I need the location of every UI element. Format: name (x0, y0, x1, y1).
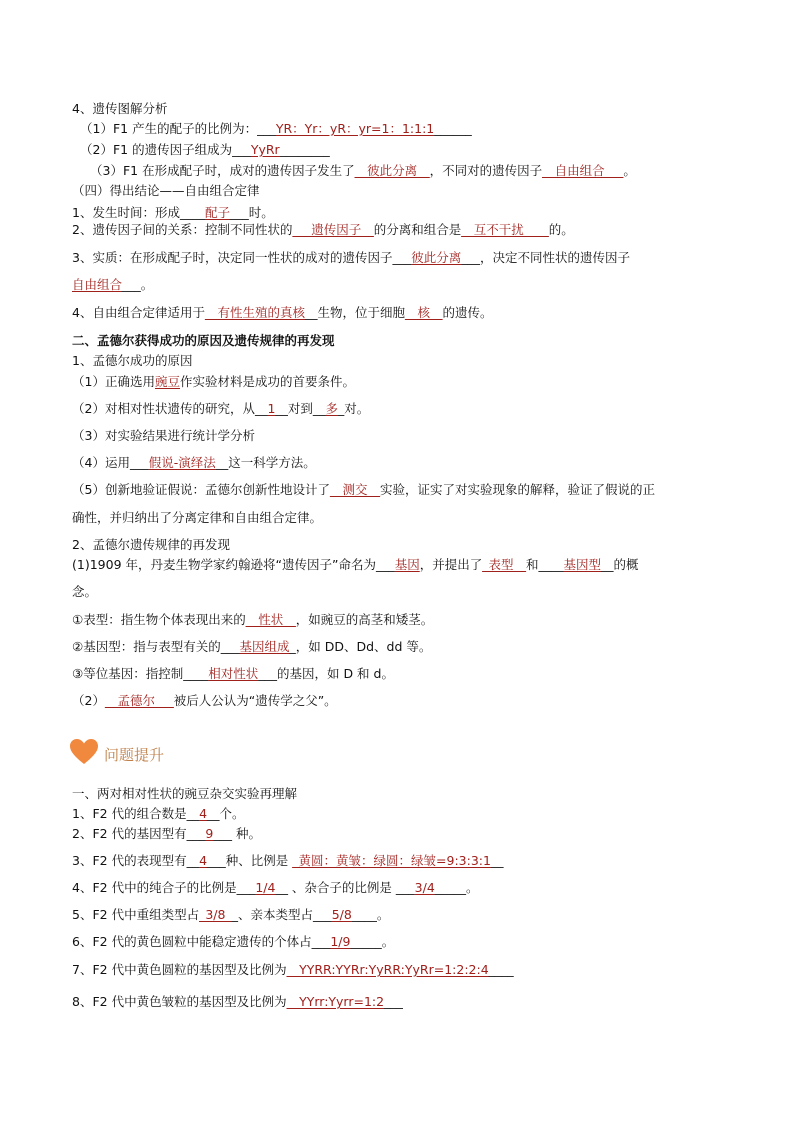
answer-text: 9 (205, 826, 214, 841)
answer-text: ___遗传因子__ (292, 222, 374, 237)
answer-text: 相对性状 (208, 666, 259, 681)
static-text: _，如 DD、Dd、dd 等。 (289, 639, 432, 654)
static-text: 3、F2 代的表现型有__ (72, 853, 200, 868)
text-line (72, 401, 369, 417)
text-line (80, 121, 472, 137)
static-text: ___时。 (229, 205, 274, 220)
static-text: __ 、杂合子的比例是 ___ (275, 880, 415, 895)
static-text: （2）F1 的遗传因子组成为___ (80, 142, 251, 157)
static-text: ___ (384, 994, 403, 1009)
answer-text: _表型__ (482, 557, 526, 572)
answer-text: 豌豆 (154, 374, 180, 389)
static-text: 念。 (72, 584, 98, 599)
static-text: 被后人公认为“遗传学之父”。 (173, 693, 337, 708)
answer-text: 5/8 (331, 907, 352, 922)
text-line (72, 962, 514, 978)
static-text: （1）正确选用 (72, 374, 155, 389)
static-text: ，不同对的遗传因子 (429, 163, 543, 178)
static-text: _对。 (337, 401, 370, 416)
answer-text: 自由组合 (72, 277, 123, 292)
static-text: ____。 (351, 907, 390, 922)
static-text: ，并提出了 (419, 557, 483, 572)
answer-text: __性状__ (245, 612, 296, 627)
text-line (72, 455, 316, 471)
static-text: 作实验材料是成功的首要条件。 (179, 374, 355, 389)
static-text: 1、孟德尔成功的原因 (72, 353, 193, 368)
static-text: 二、孟德尔获得成功的原因及遗传规律的再发现 (72, 333, 335, 348)
static-text: ___种、比例是 (207, 853, 293, 868)
static-text: 1、F2 代的组合数是__ (72, 806, 200, 821)
answer-text: __有性生殖的真核 (204, 305, 305, 320)
heart-icon (70, 739, 98, 765)
static-text: 4、遗传图解分析 (72, 101, 168, 116)
answer-text: __互不干扰____ (461, 222, 549, 237)
answer-text: __YYRR:YYRr:YyRR:YyRr=1:2:2:4 (286, 962, 489, 977)
text-line (72, 250, 630, 266)
answer-text: __核__ (405, 305, 443, 320)
static-text: 实验，证实了对实验现象的解释，验证了假说的正 (379, 482, 655, 497)
static-text: __个。 (207, 806, 245, 821)
answer-text: 3/4 (414, 880, 435, 895)
answer-text: 基因型 (563, 557, 602, 572)
text-line (72, 934, 394, 950)
static-text: 的遗传。 (442, 305, 493, 320)
static-text: 6、F2 代的黄色圆粒中能稳定遗传的个体占___ (72, 934, 331, 949)
static-text: ____ (488, 962, 514, 977)
answer-text: __YYrr:Yyrr=1:2 (286, 994, 385, 1009)
static-text: (1)1909 年，丹麦生物学家约翰逊将“遗传因子”命名为___ (72, 557, 395, 572)
text-line (72, 557, 639, 573)
static-text: ①表型：指生物个体表现出来的 (72, 612, 246, 627)
answer-text: 多 (325, 401, 338, 416)
answer-text: YR：Yr：yR：yr=1：1:1:1 (275, 121, 435, 136)
text-line (72, 693, 337, 709)
static-text: （2） (72, 693, 105, 708)
answer-text: 1 (267, 401, 276, 416)
text-line (72, 584, 97, 600)
text-line (72, 786, 297, 802)
static-text: ___的基因，如 D 和 d。 (258, 666, 394, 681)
static-text: ，如豌豆的高茎和矮茎。 (295, 612, 434, 627)
static-text: __生物，位于细胞 (304, 305, 405, 320)
static-text: 8、F2 代中黄色皱粒的基因型及比例为 (72, 994, 287, 1009)
answer-text: 4 (199, 853, 208, 868)
static-text: __这一科学方法。 (215, 455, 316, 470)
answer-text: __自由组合___ (542, 163, 624, 178)
static-text: ___ 种。 (213, 826, 262, 841)
static-text: ______ (434, 121, 472, 136)
text-line (72, 183, 260, 199)
static-text: ③等位基因：指控制____ (72, 666, 209, 681)
static-text: ___。 (122, 277, 154, 292)
answer-text: __孟德尔___ (104, 693, 174, 708)
text-line (72, 305, 493, 321)
static-text: （4）运用___ (72, 455, 149, 470)
text-line (72, 994, 403, 1010)
static-text: 3、实质：在形成配子时，决定同一性状的成对的遗传因子___ (72, 250, 412, 265)
text-line (72, 101, 167, 117)
answer-text: __测交__ (329, 482, 380, 497)
static-text: 确性，并归纳出了分离定律和自由组合定律。 (72, 510, 323, 525)
static-text: 1、发生时间：形成____ (72, 205, 205, 220)
static-text: ___，决定不同性状的遗传因子 (461, 250, 630, 265)
static-text: ________ (279, 142, 330, 157)
static-text: __的概 (601, 557, 639, 572)
text-line (90, 163, 636, 179)
text-line (72, 639, 431, 655)
static-text: 一、两对相对性状的豌豆杂交实验再理解 (72, 786, 298, 801)
section-title: 问题提升 (104, 746, 165, 764)
static-text: _____。 (350, 934, 395, 949)
text-line (72, 666, 394, 682)
text-line (72, 374, 355, 390)
answer-text: __彼此分离__ (354, 163, 430, 178)
text-line (72, 537, 230, 553)
text-line (72, 510, 322, 526)
text-line (72, 826, 261, 842)
text-line (72, 353, 192, 369)
static-text: __ (490, 853, 504, 868)
static-text: 的。 (548, 222, 574, 237)
static-text: （1）F1 产生的配子的比例为：___ (80, 121, 276, 136)
answer-text: 4 (199, 806, 208, 821)
answer-text: 彼此分离 (411, 250, 462, 265)
static-text: 7、F2 代中黄色圆粒的基因型及比例为 (72, 962, 287, 977)
answer-text: 基因组成 (239, 639, 290, 654)
static-text: ②基因型：指与表型有关的___ (72, 639, 240, 654)
answer-text: 配子 (204, 205, 230, 220)
answer-text: 假说-演绎法 (148, 455, 216, 470)
static-text: 的分离和组合是 (373, 222, 462, 237)
static-text: 5、F2 代中重组类型占 (72, 907, 200, 922)
answer-text: 1/4 (255, 880, 276, 895)
static-text: （5）创新地验证假说：孟德尔创新性地设计了 (72, 482, 330, 497)
static-text: 4、F2 代中的纯合子的比例是___ (72, 880, 256, 895)
static-text: 2、孟德尔遗传规律的再发现 (72, 537, 230, 552)
text-line (72, 222, 574, 238)
text-line (72, 277, 153, 293)
static-text: 和____ (526, 557, 564, 572)
text-line (72, 333, 335, 349)
text-line (72, 880, 479, 896)
text-line (72, 205, 274, 221)
answer-text: _黄圆：黄皱：绿圆：绿皱=9:3:3:1 (292, 853, 491, 868)
text-line (72, 612, 433, 628)
static-text: 4、自由组合定律适用于 (72, 305, 205, 320)
static-text: 2、F2 代的基因型有___ (72, 826, 206, 841)
text-line (80, 142, 330, 158)
answer-text: _3/8_ (199, 907, 232, 922)
text-line (72, 806, 245, 822)
text-line (72, 428, 255, 444)
static-text: _、亲本类型占___ (231, 907, 332, 922)
static-text: _____。 (434, 880, 479, 895)
static-text: （3）对实验结果进行统计学分析 (72, 428, 255, 443)
text-line (72, 853, 503, 869)
static-text: 2、遗传因子间的关系：控制不同性状的 (72, 222, 293, 237)
static-text: 。 (623, 163, 636, 178)
answer-text: 基因 (394, 557, 420, 572)
answer-text: 1/9 (330, 934, 351, 949)
static-text: __对到__ (275, 401, 326, 416)
static-text: （2）对相对性状遗传的研究，从__ (72, 401, 268, 416)
static-text: （3）F1 在形成配子时，成对的遗传因子发生了 (90, 163, 355, 178)
static-text: （四）得出结论——自由组合定律 (72, 183, 260, 198)
text-line (72, 482, 655, 498)
answer-text: YyRr (250, 142, 280, 157)
text-line (72, 907, 389, 923)
